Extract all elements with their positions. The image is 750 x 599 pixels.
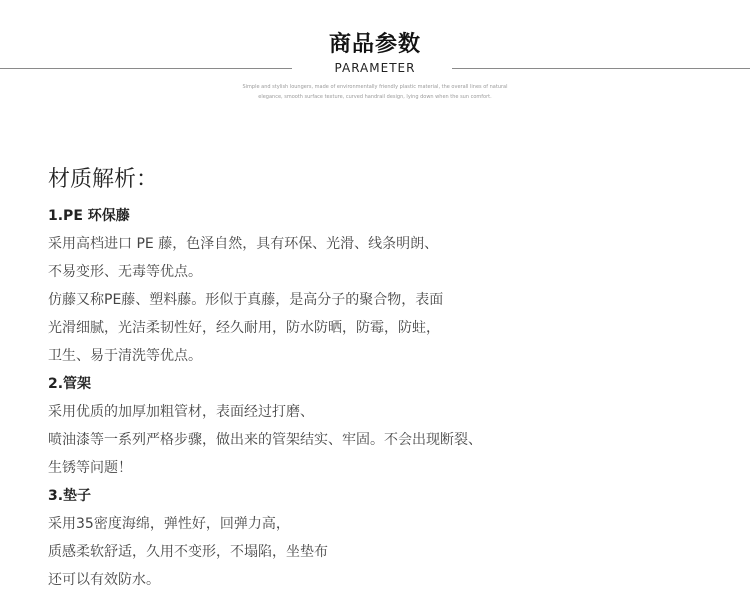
section-line: 采用高档进口 PE 藤，色泽自然，具有环保、光滑、线条明朗、 xyxy=(48,236,439,252)
section-pe-rattan xyxy=(48,202,738,370)
section-tube-frame xyxy=(48,370,738,482)
section-line: 还可以有效防水。 xyxy=(48,572,160,588)
header-title-cn: 商品参数 xyxy=(328,32,421,57)
section-line: 喷油漆等一系列严格步骤，做出来的管架结实、牢固。不会出现断裂、 xyxy=(48,432,482,448)
section-line: 采用优质的加厚加粗管材，表面经过打磨、 xyxy=(48,404,314,420)
section-title-tube-frame: 2.管架 xyxy=(48,376,92,392)
section-cushion xyxy=(48,482,738,594)
section-line: 采用35密度海绵，弹性好，回弹力高， xyxy=(48,516,290,532)
section-line: 仿藤又称PE藤、塑料藤。形似于真藤，是高分子的聚合物，表面 xyxy=(48,292,444,308)
section-line: 生锈等问题！ xyxy=(48,460,132,476)
header-subtitle xyxy=(200,82,550,102)
section-line: 卫生、易于清洗等优点。 xyxy=(48,348,202,364)
section-title-pe-rattan: 1.PE 环保藤 xyxy=(48,208,130,224)
header-subtitle-line-1: Simple and stylish loungers, made of environmentally friendly plastic material, the overall lines of natural xyxy=(242,84,508,90)
section-line: 不易变形、无毒等优点。 xyxy=(48,264,202,280)
section-line: 光滑细腻，光洁柔韧性好，经久耐用，防水防晒，防霉，防蛀， xyxy=(48,320,440,336)
material-analysis xyxy=(48,158,738,594)
material-heading: 材质解析： xyxy=(48,167,159,192)
parameter-header xyxy=(0,0,750,110)
section-title-cushion: 3.垫子 xyxy=(48,488,92,504)
header-subtitle-line-2: elegance, smooth surface texture, curved handrail design, lying down when the sun comfort. xyxy=(258,94,492,100)
header-title-en: PARAMETER xyxy=(334,61,416,75)
section-line: 质感柔软舒适，久用不变形，不塌陷，坐垫布 xyxy=(48,544,328,560)
